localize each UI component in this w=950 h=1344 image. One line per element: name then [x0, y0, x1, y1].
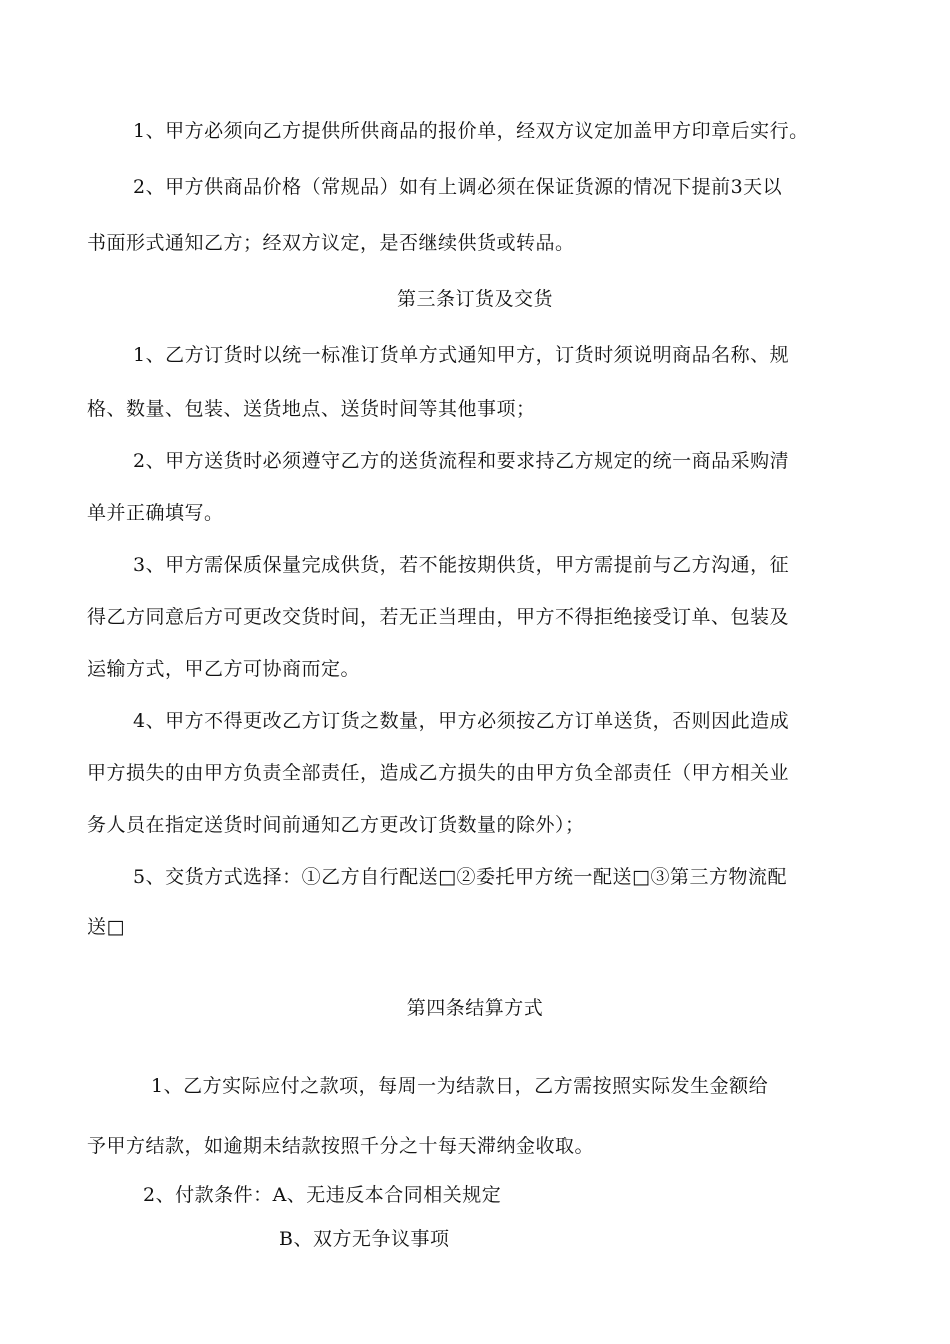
clause-4-item-1-line-1: 1、乙方实际应付之款项，每周一为结款日，乙方需按照实际发生金额给 — [151, 1075, 769, 1097]
clause-3-item-5-line-2: 送□ — [87, 916, 125, 938]
clause-3-item-4-line-1: 4、甲方不得更改乙方订货之数量，甲方必须按乙方订单送货，否则因此造成 — [133, 710, 790, 732]
clause-3-item-1-line-2: 格、数量、包装、送货地点、送货时间等其他事项； — [87, 398, 536, 420]
clause-3-item-3-line-1: 3、甲方需保质保量完成供货，若不能按期供货，甲方需提前与乙方沟通，征 — [133, 554, 790, 576]
clause-3-item-3-line-2: 得乙方同意后方可更改交货时间，若无正当理由，甲方不得拒绝接受订单、包装及 — [87, 606, 790, 628]
clause-3-item-2-line-1: 2、甲方送货时必须遵守乙方的送货流程和要求持乙方规定的统一商品采购清 — [133, 450, 790, 472]
clause-3-item-3-line-3: 运输方式，甲乙方可协商而定。 — [87, 658, 361, 680]
section-heading-4: 第四条结算方式 — [406, 997, 544, 1019]
clause-3-item-1-line-1: 1、乙方订货时以统一标准订货单方式通知甲方，订货时须说明商品名称、规 — [133, 344, 790, 366]
clause-4-item-2-condition-a: 2、付款条件：A、无违反本合同相关规定 — [143, 1184, 502, 1206]
section-heading-3: 第三条订货及交货 — [396, 288, 553, 310]
clause-3-item-4-line-2: 甲方损失的由甲方负责全部责任，造成乙方损失的由甲方负全部责任（甲方相关业 — [87, 762, 790, 784]
clause-3-item-4-line-3: 务人员在指定送货时间前通知乙方更改订货数量的除外）； — [87, 814, 585, 836]
clause-4-item-2-condition-b: B、双方无争议事项 — [279, 1228, 450, 1250]
clause-2-item-2-line-2: 书面形式通知乙方；经双方议定，是否继续供货或转品。 — [87, 232, 575, 254]
clause-2-item-2-line-1: 2、甲方供商品价格（常规品）如有上调必须在保证货源的情况下提前3天以 — [133, 176, 783, 198]
clause-3-item-5-line-1: 5、交货方式选择：①乙方自行配送□②委托甲方统一配送□③第三方物流配 — [133, 866, 787, 888]
clause-3-item-2-line-2: 单并正确填写。 — [87, 502, 224, 524]
clause-2-item-1: 1、甲方必须向乙方提供所供商品的报价单，经双方议定加盖甲方印章后实行。 — [133, 120, 809, 142]
clause-4-item-1-line-2: 予甲方结款，如逾期未结款按照千分之十每天滞纳金收取。 — [87, 1135, 595, 1157]
